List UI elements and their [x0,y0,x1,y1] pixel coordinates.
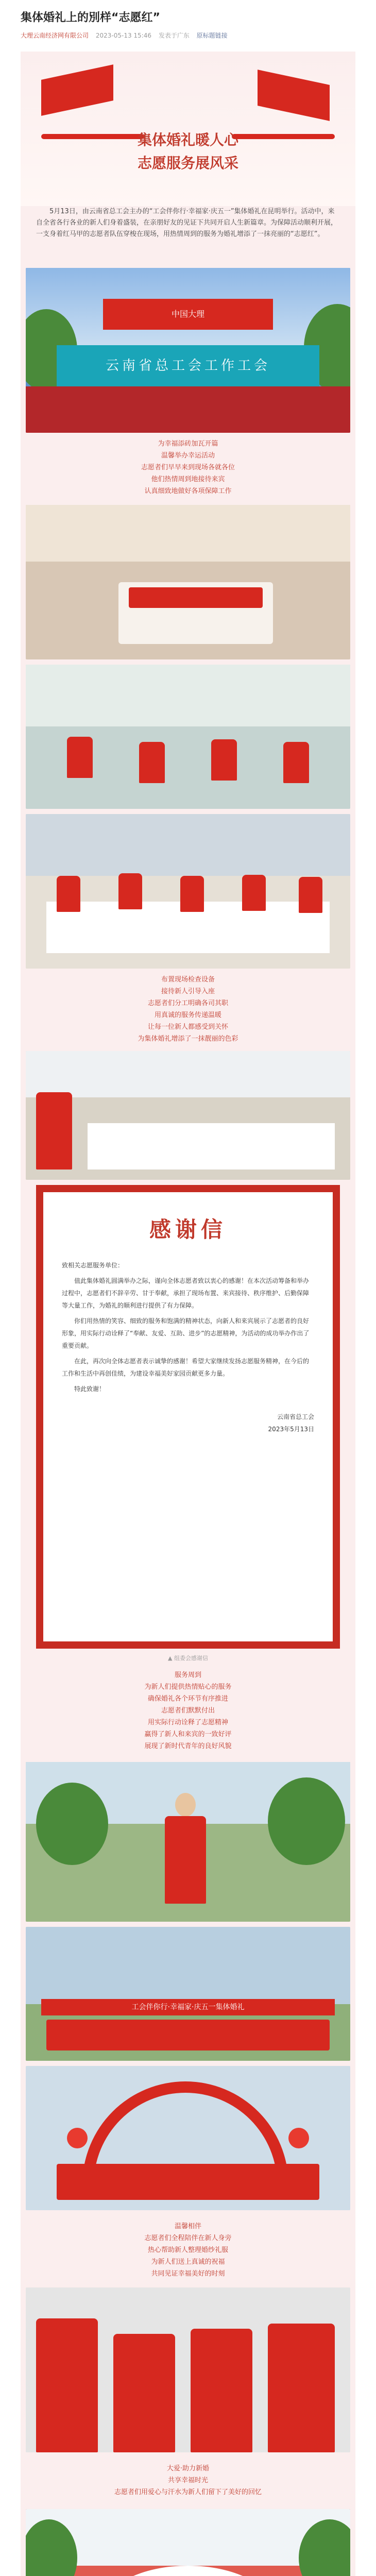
volunteers-table-photo [26,1051,350,1180]
caption-line: 志愿者们用爱心与汗水为新人们留下了美好的回忆 [114,2488,262,2496]
intro-paragraph: 5月13日，由云南省总工会主办的“工会伴你行·幸福家·庆五一”集体婚礼在昆明举行。活动中，来自全省各行各业的新人们身着盛装，在亲朋好友的见证下共同开启人生新篇章。为保障活动顺利开展，一支身着红马甲的志愿者队伍穿梭在现场，用热情周到的服务为婚礼增添了一抹亮丽的“志愿红”。 [36,208,338,238]
letter-paragraph: 值此集体婚礼圆满举办之际，谨向全体志愿者致以衷心的感谢！在本次活动筹备和举办过程中，志愿者们不辞辛劳、甘于奉献，承担了现场布置、来宾接待、秩序维护、后勤保障等大量工作，为婚礼的顺利进行提供了有力保障。 [62,1277,310,1309]
caption-line: 为幸福添砖加瓦开篇 [158,440,218,448]
caption-line: 展现了新时代青年的良好风貌 [144,1742,232,1750]
letter-signer: 云南省总工会 [277,1413,314,1420]
volunteer-figure [242,875,266,911]
banner-title-1: 集体婚礼暖人心 [137,131,238,148]
red-flag-decoration [41,64,113,116]
volunteer-group [57,2164,319,2200]
letter-paragraph: 特此致谢！ [74,1385,106,1393]
caption-line: 温馨相伴 [174,2223,201,2230]
banner [21,52,355,206]
volunteer-group [46,2020,330,2050]
article-meta [21,31,355,40]
caption-line: 用实际行动诠释了志愿精神 [147,1719,228,1726]
volunteer-figure [283,742,309,783]
heart-formation [103,2566,273,2576]
letter-signature [43,1411,314,1435]
letter-caption: ▲ 组委会感谢信 [168,1655,208,1662]
stage-logo: 中国大理 [103,299,273,330]
article-source[interactable]: 大理云南经济网有限公司 [21,32,89,39]
volunteers-indoor-photo [26,665,350,809]
caption-4 [21,2221,355,2280]
caption-line: 志愿者们默默付出 [161,1707,215,1715]
thank-you-letter [36,1185,340,1649]
volunteer-figure [67,737,93,778]
letter-paragraph: 你们用热情的笑容、细致的服务和饱满的精神状态，向新人和来宾展示了志愿者的良好形象，用实际行动诠释了“奉献、友爱、互助、进步”的志愿精神，为活动的成功举办作出了重要贡献。 [62,1317,310,1349]
original-link[interactable]: 原标题链接 [196,32,228,39]
caption-line: 确保婚礼各个环节有序推进 [147,1695,228,1703]
banner-title-2: 志愿服务展风采 [137,155,238,172]
letter-date: 2023年5月13日 [268,1426,314,1433]
letter-title: 感谢信 [149,1217,227,1242]
article-title: 集体婚礼上的別样“志愿红” [21,11,160,24]
bed-decoration [129,587,263,608]
letter-paragraph: 在此，再次向全体志愿者表示诚挚的感谢！希望大家继续发扬志愿服务精神，在今后的工作和生活中再创佳绩，为建设幸福美好家园贡献更多力量。 [62,1358,310,1377]
caption-line: 认真细致地做好各项保障工作 [144,487,232,495]
letter-salutation: 致相关志愿服务单位： [62,1262,124,1269]
letter-body [62,1259,314,1395]
volunteer-figure [211,739,237,781]
caption-5 [21,2463,355,2498]
caption-1 [21,438,355,497]
caption-line: 为新人们送上真诚的祝福 [151,2258,225,2266]
volunteer-figure [36,1092,72,1170]
caption-line: 赢得了新人和来宾的一致好评 [144,1731,232,1738]
outdoor-volunteer-photo [26,1762,350,1922]
volunteer-figure [299,877,322,913]
caption-line: 他们热情周到地接待来宾 [151,476,225,483]
windows [26,814,350,876]
caption-line: 志愿者们分工明确各司其职 [147,999,228,1007]
wall [26,505,350,562]
caption-line: 为新人们提供热情贴心的服务 [144,1683,232,1691]
balloon [288,2128,309,2148]
volunteer-head [175,1793,196,1817]
article-date: 2023-05-13 15:46 [95,32,151,39]
volunteers-close-photo [26,2287,350,2452]
caption-line: 布置现场检查设备 [161,976,215,984]
wedding-room-photo [26,505,350,659]
caption-line: 志愿者们早早来到现场各就各位 [141,464,235,471]
caption-line: 共享幸福时光 [167,2477,208,2484]
stage-photo [26,268,350,433]
volunteer-figure [139,742,165,783]
article-location: 发表于广东 [158,32,190,39]
volunteer-figure [113,2334,175,2452]
caption-line: 温馨举办幸运活动 [161,452,215,460]
red-flag-decoration [258,70,330,121]
group-photo-arch [26,2066,350,2210]
volunteer-figure [57,876,80,912]
background [26,1051,350,1097]
volunteers-working-photo [26,814,350,969]
caption-2 [21,974,355,1045]
caption-line: 服务周到 [174,1671,201,1679]
caption-line: 用真诚的服务传递温暖 [154,1011,221,1019]
caption-line: 大爱·助力新婚 [166,2465,210,2472]
article-body [21,52,355,2576]
balloon [67,2128,88,2148]
volunteer-figure [165,1816,206,1904]
caption-line: 为集体婚礼增添了一抹靓丽的色彩 [138,1035,238,1043]
group-photo-1 [26,1927,350,2061]
caption-3 [21,1669,355,1752]
heart-stage-photo [26,2509,350,2576]
group-banner: 工会伴你行·幸福家·庆五一集体婚礼 [41,1999,335,2015]
volunteer-figure [268,2324,335,2452]
caption-line: 接待新人引导入座 [161,988,215,995]
tree [268,1777,345,1865]
article-header [0,0,376,45]
caption-line: 共同见证幸福美好的时刻 [151,2270,225,2278]
volunteer-figure [180,876,204,912]
table [88,1123,335,1170]
caption-line: 志愿者们全程陪伴在新人身旁 [144,2234,232,2242]
caption-line: 让每一位新人都感受到关怀 [147,1023,228,1031]
caption-line: 热心帮助新人整理婚纱礼服 [147,2246,228,2254]
stage-sign: 云南省总工会工作工会 [57,345,319,386]
volunteer-figure [118,873,142,909]
volunteer-figure [36,2318,98,2452]
volunteer-figure [191,2329,252,2452]
ceiling [26,665,350,726]
stage-floor [26,386,350,433]
tree [36,1783,108,1865]
